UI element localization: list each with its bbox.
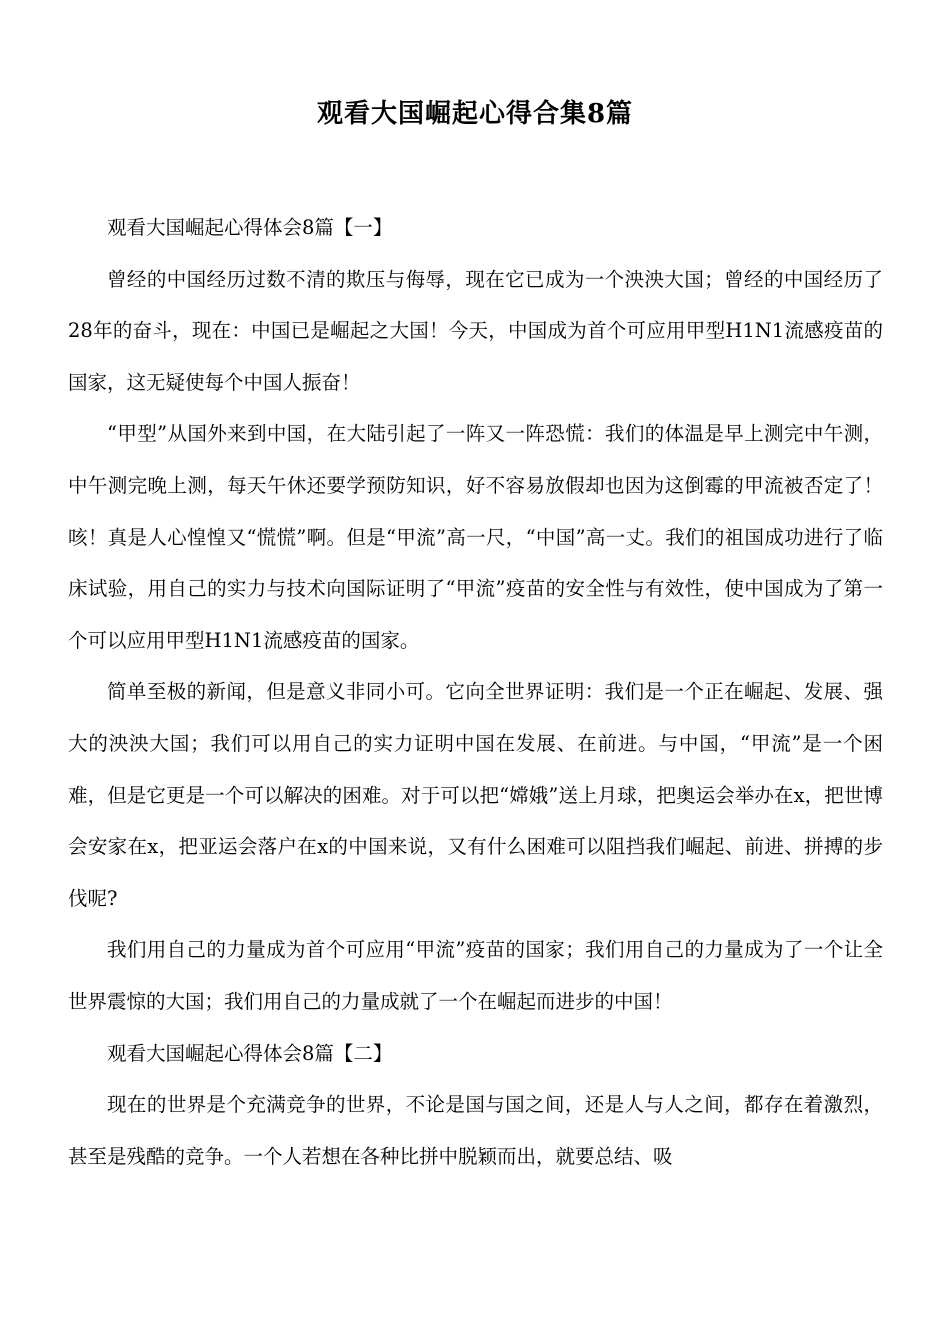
section-heading-1: 观看大国崛起心得体会8篇【一】 bbox=[107, 216, 393, 239]
paragraph: 我们用自己的力量成为首个可应用“甲流”疫苗的国家；我们用自己的力量成为了一个让全世界震惊的大国；我们用自己的力量成就了一个在崛起而进步的中国！ bbox=[68, 938, 883, 1013]
paragraph: “甲型”从国外来到中国，在大陆引起了一阵又一阵恐慌：我们的体温是早上测完中午测，中午测完晚上测，每天午休还要学预防知识，好不容易放假却也因为这倒霉的甲流被否定了！咳！真是人心惶惶又“慌慌”啊。但是“甲流”高一尺，“中国”高一丈。我们的祖国成功进行了临床试验，用自己的实力与技术向国际证明了“甲流”疫苗的安全性与有效性，使中国成为了第一个可以应用甲型H1N1流感疫苗的国家。 bbox=[68, 422, 883, 652]
paragraph: 现在的世界是个充满竞争的世界，不论是国与国之间，还是人与人之间，都存在着激烈，甚至是残酷的竞争。一个人若想在各种比拼中脱颖而出，就要总结、吸 bbox=[68, 1093, 883, 1168]
document-title: 观看大国崛起心得合集8篇 bbox=[316, 99, 634, 129]
paragraph: 曾经的中国经历过数不清的欺压与侮辱，现在它已成为一个泱泱大国；曾经的中国经历了28年的奋斗，现在：中国已是崛起之大国！今天，中国成为首个可应用甲型H1N1流感疫苗的国家，这无疑使每个中国人振奋！ bbox=[68, 267, 883, 394]
paragraph: 简单至极的新闻，但是意义非同小可。它向全世界证明：我们是一个正在崛起、发展、强大的泱泱大国；我们可以用自己的实力证明中国在发展、在前进。与中国，“甲流”是一个困难，但是它更是一个可以解决的困难。对于可以把“嫦娥”送上月球，把奥运会举办在x，把世博会安家在x，把亚运会落户在x的中国来说，又有什么困难可以阻挡我们崛起、前进、拼搏的步伐呢? bbox=[68, 680, 883, 910]
section-heading-2: 观看大国崛起心得体会8篇【二】 bbox=[107, 1041, 393, 1065]
document-body bbox=[68, 202, 883, 1182]
